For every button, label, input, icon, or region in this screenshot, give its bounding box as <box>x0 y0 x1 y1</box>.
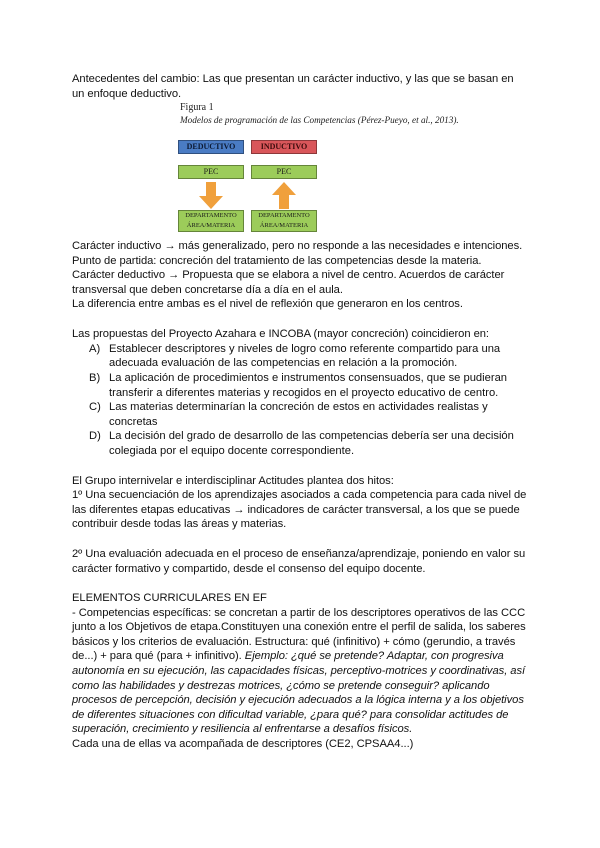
list-marker: C) <box>89 401 101 413</box>
block4-example-start: Ejemplo: ¿qué se pretende? Adaptar, con progresiva <box>244 650 504 662</box>
block1-line-5: La diferencia entre ambas es el nivel de reflexión que generaron en los centros. <box>72 298 463 310</box>
block1-line-4: transversal que deben concretarse día a día en el aula. <box>72 284 343 296</box>
list-item-line-1: La aplicación de procedimientos e instrumentos consensuados, que se pudieran <box>109 372 508 384</box>
block4-line-3: básicos y los criterios de evaluación. Estructura: qué (infinitivo) + cómo (gerundio, a través <box>72 636 516 648</box>
intro-line-1: Antecedentes del cambio: Las que presentan un carácter inductivo, y las que se basan en <box>72 73 514 85</box>
block1-line-3: Carácter deductivo → Propuesta que se elabora a nivel de centro. Acuerdos de carácter <box>72 269 505 281</box>
block4-line-4-text: de...) + para qué (para + infinitivo). <box>72 650 245 662</box>
pec-box-left: PEC <box>178 165 244 179</box>
departamento-box-left <box>178 210 244 232</box>
departamento-box-right <box>251 210 317 232</box>
deductivo-box: DEDUCTIVO <box>178 140 244 154</box>
block1-line-1: Carácter inductivo → más generalizado, pero no responde a las necesidades e intenciones. <box>72 240 523 252</box>
list-item-line-2: transferir a diferentes materias y recogidos en el proyecto educativo de centro. <box>109 387 499 399</box>
section-heading: ELEMENTOS CURRICULARES EN EF <box>72 592 267 604</box>
departamento-label-left: DEPARTAMENTO <box>185 212 237 219</box>
area-materia-label-left: ÁREA/MATERIA <box>186 221 236 229</box>
list-marker: D) <box>89 430 101 442</box>
block1-line-2: Punto de partida: concreción del tratamiento de las competencias desde la materia. <box>72 255 482 267</box>
arrow-down-icon <box>198 182 224 210</box>
block3-line-5: 2º Una evaluación adecuada en el proceso de enseñanza/aprendizaje, poniendo en valor su <box>72 548 526 560</box>
list-item-line-1: La decisión del grado de desarrollo de las competencias debería ser una decisión <box>109 430 514 442</box>
pec-box-right: PEC <box>251 165 317 179</box>
block4-line-4 <box>72 649 532 664</box>
intro-line-2: un enfoque deductivo. <box>72 88 182 100</box>
block4-line-1: - Competencias específicas: se concretan a partir de los descriptores operativos de las CCC <box>72 607 526 619</box>
list-item-line-1: Establecer descriptores y niveles de logro como referente compartido para una <box>109 343 501 355</box>
block3-line-4: contribuir desde todas las áreas y materias. <box>72 518 287 530</box>
list-item-line-2: colegiada por el equipo docente correspondiente. <box>109 445 355 457</box>
area-materia-label-right: ÁREA/MATERIA <box>259 221 309 229</box>
block4-line-10: Cada una de ellas va acompañada de descriptores (CE2, CPSAA4...) <box>72 738 414 750</box>
block3-line-1: El Grupo internivelar e interdisciplinar Actitudes plantea dos hitos: <box>72 475 394 487</box>
block3-line-3: las diferentes etapas educativas → indicadores de carácter transversal, a los que se puede <box>72 504 520 516</box>
list-item-line-2: concretas <box>109 416 158 428</box>
block4-line-9: superación, crecimiento y resiliencia al enfrentarse a desafíos físicos. <box>72 723 413 735</box>
departamento-label-right: DEPARTAMENTO <box>258 212 310 219</box>
list-item-line-2: adecuada evaluación de las competencias en relación a la promoción. <box>109 357 458 369</box>
figure-caption: Modelos de programación de las Competencias (Pérez-Pueyo, et al., 2013). <box>180 115 459 125</box>
block4-line-6: como las habilidades y destrezas motrices, ¿cómo se pretende conseguir? aplicando <box>72 680 490 692</box>
block3-line-6: carácter formativo y compartido, desde el consenso del equipo docente. <box>72 563 426 575</box>
figure-label: Figura 1 <box>180 102 214 113</box>
arrow-up-icon <box>271 182 297 210</box>
block3-line-2: 1º Una secuenciación de los aprendizajes asociados a cada competencia para cada nivel de <box>72 489 527 501</box>
list-marker: B) <box>89 372 101 384</box>
block4-line-5: autonomía en su ejecución, las capacidades físicas, perceptivo-motrices y coordinativas, así <box>72 665 526 677</box>
list-item-line-1: Las materias determinarían la concreción de estos en actividades realistas y <box>109 401 488 413</box>
block2-intro: Las propuestas del Proyecto Azahara e INCOBA (mayor concreción) coincidieron en: <box>72 328 489 340</box>
block4-line-8: de diferentes situaciones con dificultad variable, ¿para qué? para consolidar actitudes de <box>72 709 509 721</box>
block4-line-7: procesos de percepción, decisión y ejecución adecuados a la lógica interna y a los objetivos <box>72 694 524 706</box>
inductivo-box: INDUCTIVO <box>251 140 317 154</box>
list-marker: A) <box>89 343 101 355</box>
block4-line-2: junto a los Objetivos de etapa.Constituyen una conexión entre el perfil de salida, los saberes <box>72 621 526 633</box>
